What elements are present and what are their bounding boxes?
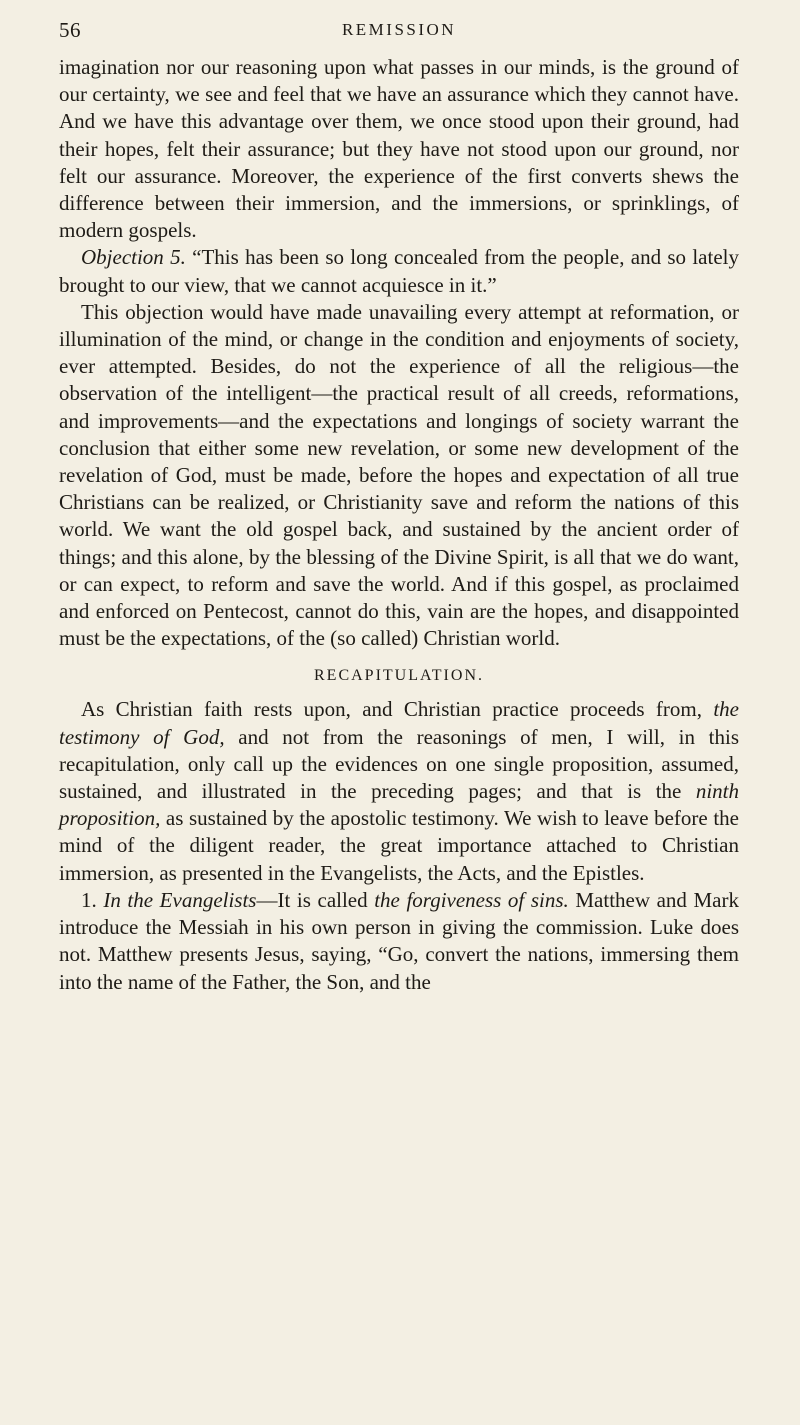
paragraph-reply: This objection would have made unavailing every attempt at reformation, or illumination of the mind, or change in the condition and enjoyments of society, ever attempted. Besides, do not the experience of all the religious—the observation of the intelligent—the practical result of all creeds, reformations, and improvements—and the expectations and longings of society warrant the conclusion that either some new revelation, or some new development of the revelation of God, must be made, before the hopes and expectation of all true Christians can be realized, or Christianity save and reform the nations of this world. We want the old gospel back, and sustained by the ancient order of things; and this alone, by the blessing of the Divine Spirit, is all that we do want, or can expect, to reform and save the world. And if this gospel, as proclaimed and enforced on Pentecost, cannot do this, vain are the hopes, and disappointed must be the expectations, of the (so called) Christian world. [59, 299, 739, 651]
evangelists-text-a: —It is called [256, 887, 375, 912]
page-number: 56 [59, 18, 81, 42]
paragraph-evangelists [59, 887, 739, 996]
recap-text-c: as sustained by the apostolic testimony. We wish to leave before the mind of the diligent reader, the great importance attached to Christian immersion, as presented in the Evangelists, the Acts, and the Epistles. [59, 806, 739, 885]
recap-emphasis-proposition: ninth proposition, [59, 779, 739, 831]
page-header [59, 14, 739, 54]
objection-label: Objection 5. [81, 245, 186, 270]
paragraph-continuation: imagination nor our reasoning upon what passes in our minds, is the ground of our certainty, we see and feel that we have an assurance which they cannot have. And we have this advantage over them, we once stood upon their ground, had their hopes, felt their assurance; but they have not stood upon our ground, nor felt our assurance. Moreover, the experience of the first converts shews the difference between their immersion, and the immersions, or sprinklings, of modern gospels. [59, 55, 739, 243]
evangelists-number: 1. [81, 887, 104, 912]
recap-text-a: As Christian faith rests upon, and Christian practice proceeds from, [81, 697, 714, 722]
recap-emphasis-testimony: the testimony of God, [59, 697, 739, 749]
running-head: REMISSION [341, 20, 457, 39]
objection-text: “This has been so long concealed from the people, and so lately brought to our view, that we cannot acquiesce in it.” [59, 245, 739, 297]
recap-text-b: and not from the reasonings of men, I will, in this recapitulation, only call up the evidences on one single proposition, assumed, sustained, and illustrated in the preceding pages; and that is the [59, 724, 739, 804]
body-text [59, 54, 739, 996]
evangelists-emphasis-title: In the Evangelists [103, 887, 257, 912]
evangelists-emphasis-forgiveness: the forgiveness of sins. [374, 887, 569, 912]
evangelists-text-b: Matthew and Mark introduce the Messiah in his own person in giving the commission. Luke does not. Matthew presents Jesus, saying, “Go, convert the nations, immersing them into the name of the Father, the Son, and the [59, 887, 739, 994]
section-heading: RECAPITULATION. [314, 667, 484, 685]
paragraph-objection [59, 244, 739, 298]
paragraph-recapitulation [59, 696, 739, 886]
book-page [59, 14, 739, 996]
